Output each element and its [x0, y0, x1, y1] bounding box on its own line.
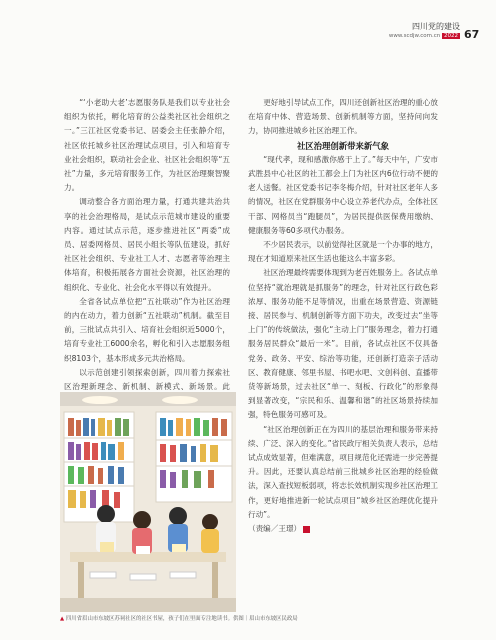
- magazine-url-text: www.scdjw.com.cn: [388, 33, 441, 39]
- left-paragraph-2: 调动整合各方面治理力量，打通共建共治共享的社会治理格局，是试点示范城市建设的重要内容。通过试点示范，逐步推进社区“两委”成员、居委网格员、居民小组长等队伍建设，抓好社区社会组织、专业社工人才、志愿者等治理主体培育，积极拓展各方面社会资源，社区治理的组织化、专业化、社会化水平得以有效提升。: [64, 197, 230, 292]
- editor-line: [248, 522, 438, 536]
- caption-text: 四川省眉山市东坡区苏祠社区的社区书屋，孩子们在里面专注地读书。供图｜眉山市东坡区民政局: [65, 616, 298, 622]
- section-heading: 社区治理创新带来新气象: [296, 140, 390, 151]
- editor-credit: （责编／王璟）: [248, 524, 302, 534]
- magazine-url: [360, 32, 460, 40]
- left-paragraph-3: 全省各试点单位把“五社联动”作为社区治理的内在动力，着力创新“五社联动”机制。截至目前，三批试点共引入、培育社会组织近5000个，培育专业社工6000余名，孵化和引入志愿服务组织8103个，基本形成多元共治格局。: [64, 296, 230, 363]
- photo-illustration: [60, 392, 236, 612]
- page-number: 67: [464, 28, 480, 41]
- left-paragraph-1: “‘小老助大老’志愿服务队是我们以专业社会组织为依托，孵化培育的公益类社区社会组织之一。”三江社区党委书记、居委会主任张静介绍，社区依托城乡社区治理试点项目，引入和培育专业社会组织，联动社会企业、社区社会组织等“五社”力量，多元培育服务工作，为社区治理聚智聚力。: [64, 98, 230, 193]
- right-paragraph-intro: 更好地引导试点工作，四川还创新社区治理的重心放在培育中体、营造场景、创新机制等方面，坚持问向发力，协同推进城乡社区治理工作。: [248, 98, 438, 136]
- photo-caption: [60, 614, 298, 622]
- article-end-icon: [303, 526, 310, 533]
- right-paragraph-2: 不少居民表示，以前觉得社区就是一个办事的地方，现在才知道原来社区生活也能这么丰富多彩。: [248, 240, 438, 264]
- left-paragraph-4: 以示范创建引领探索创新，四川着力探索社区治理新理念、新机制、新模式、新场景。此: [64, 367, 230, 392]
- left-column: [64, 96, 230, 408]
- community-library-photo: [60, 392, 236, 612]
- right-column: [248, 96, 438, 536]
- right-paragraph-1: “现代孝，现和感激你感于上了。”每天中午，广安市武胜县中心社区的社工都会上门为社区内6位行动不便的老人送餐。社区党委书记李冬梅介绍，针对社区老年人多的情况，社区在党群服务中心设立养老代办点，全体社区干部、网格员当“跑腿员”，为居民提供医保费用缴纳、健康服务等60多项代办服务。: [248, 154, 438, 235]
- magazine-header: [360, 22, 460, 40]
- magazine-year: 2022: [444, 33, 458, 39]
- caption-marker-icon: ▲: [60, 616, 65, 622]
- right-paragraph-3: 社区治理最终需要体现到为老百姓服务上。各试点单位坚持“就治理就是抓服务”的理念，针对社区行政色彩浓厚、服务功能不足等情况，出重在场景营造、资源链接、居民参与、机制创新等方面下功夫，改变过去“坐等上门”的传统做法，强化“主动上门”服务理念，着力打通服务居民群众“最后一米”。目前，各试点社区不仅具备党务、政务、平安、综治等功能，还创新打造亲子活动区、教育健康、邻里书屋、书吧水吧、文创科创、直播带货等新场景，过去社区“单一、刻板、行政化”的形象得到显著改变，“宗民和乐、温馨和谐”的社区场景持续加强，特色服务可感可及。: [248, 268, 438, 420]
- magazine-title: 四川党的建设: [412, 22, 460, 31]
- right-paragraph-4: “社区治理创新正在为四川的基层治理和服务带来持续、广泛、深入的变化。”省民政厅相关负责人表示，总结试点成效显著，但难满意，项目规范化还需进一步完善提升。因此，还要认真总结前三批城乡社区治理的经验做法，深入查找短板弱项，将志长效机制实现乡社区治理工作，更好地推进新一轮试点项目“城乡社区治理优化提升行动”。: [248, 424, 438, 519]
